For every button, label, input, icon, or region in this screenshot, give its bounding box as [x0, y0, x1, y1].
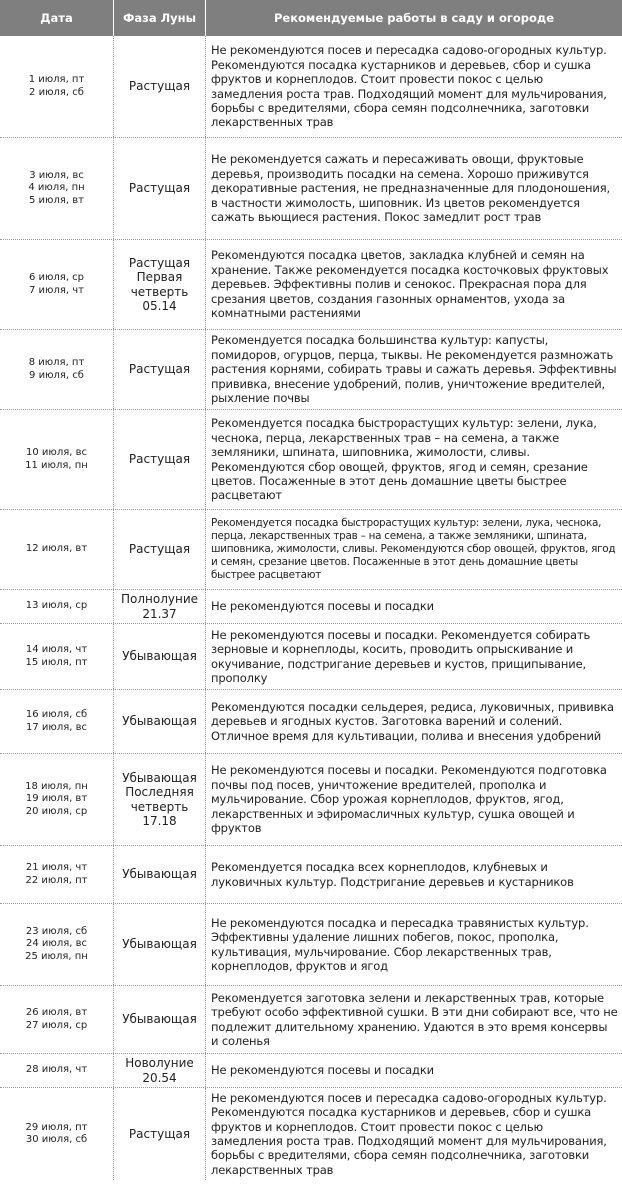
phase-cell: Растущая: [113, 1088, 205, 1180]
date-line: 25 июля, пн: [25, 950, 88, 962]
date-cell: [0, 410, 113, 509]
work-cell: Не рекомендуются посевы и посадки. Рекомендуется собирать зерновые и корнеплоды, косить, проводить опрыскивание и окучивание, подстригание деревьев и кустов, прищипывание, прополку: [205, 624, 622, 689]
date-line: 11 июля, пн: [25, 459, 88, 471]
phase-cell: Растущая: [113, 510, 205, 589]
table-row: [0, 510, 622, 590]
table-row: [0, 754, 622, 846]
phase-cell: Растущая Первая четверть 05.14: [113, 240, 205, 329]
date-cell: [0, 754, 113, 845]
phase-cell: Убывающая: [113, 624, 205, 689]
date-cell: [0, 1054, 113, 1087]
date-cell: [0, 330, 113, 409]
date-line: 8 июля, пт: [28, 357, 85, 368]
table-row: [0, 986, 622, 1054]
date-line: 18 июля, пн: [25, 780, 88, 792]
date-line: 27 июля, ср: [25, 1019, 88, 1031]
table-row: [0, 138, 622, 240]
work-cell: Не рекомендуются посевы и посадки: [205, 590, 622, 623]
phase-cell: Полнолуние 21.37: [113, 590, 205, 623]
phase-cell: Растущая: [113, 410, 205, 509]
date-line: 21 июля, чт: [25, 862, 88, 873]
date-cell: [0, 986, 113, 1053]
date-line: 2 июля, сб: [29, 86, 84, 98]
date-line: 20 июля, ср: [25, 805, 88, 817]
work-cell: Рекомендуется заготовка зелени и лекарственных трав, которые требуют особо эффективной сушки. В эти дни собирают все, что не подлежит длительному хранению. Удаются в это время консервы и соленья: [205, 986, 622, 1053]
work-cell: Рекомендуется посадка всех корнеплодов, клубневых и луковичных культур. Подстригание деревьев и кустарников: [205, 846, 622, 903]
table-row: [0, 590, 622, 624]
date-line: 14 июля, чт: [25, 644, 88, 655]
date-cell: [0, 510, 113, 589]
work-cell: Рекомендуется посадка большинства культур: капусты, помидоров, огурцов, перца, тыквы. Не рекомендуется размножать растения корнями, собирать травы и сажать деревья. Эффективны прививка, внесение удобрений, полив, уничтожение вредителей, рыхление почвы: [205, 330, 622, 409]
date-line: 4 июля, пн: [28, 182, 85, 194]
work-cell: Рекомендуются посадки сельдерея, редиса, луковичных, прививка деревьев и ягодных кустов. Заготовка варений и солений. Отличное время для культивации, полива и внесения удобрений: [205, 690, 622, 753]
work-cell: Не рекомендуется сажать и пересаживать овощи, фруктовые деревья, производить посадки на семена. Хорошо приживутся декоративные растения, не предназначенные для плодоношения, в частности жимолость, шиповник. Из цветов рекомендуется сажать вьющиеся растения. Покос замедлит рост трав: [205, 138, 622, 239]
table-row: [0, 904, 622, 986]
date-line: 24 июля, вс: [26, 938, 87, 950]
date-cell: [0, 138, 113, 239]
date-line: 7 июля, чт: [29, 284, 84, 296]
work-cell: Рекомендуется посадка быстрорастущих культур: зелени, лука, чеснока, перца, лекарственных трав – на семена, а также земляники, шпината, шиповника, жимолости, сливы. Рекомендуются сбор овощей, фруктов, ягод и семян, срезание цветов. Посаженные в этот день домашние цветы быстрее расцветают: [205, 510, 622, 589]
table-row: [0, 330, 622, 410]
phase-cell: Растущая: [113, 330, 205, 409]
table-header: [0, 0, 622, 36]
date-line: 12 июля, вт: [25, 543, 88, 555]
table-row: [0, 690, 622, 754]
table-row: [0, 624, 622, 690]
phase-cell: Убывающая Последняя четверть 17.18: [113, 754, 205, 845]
date-line: 30 июля, сб: [25, 1134, 88, 1145]
date-line: 26 июля, вт: [25, 1007, 88, 1018]
date-cell: [0, 590, 113, 623]
date-line: 22 июля, пт: [25, 874, 88, 886]
date-line: 19 июля, вт: [25, 793, 88, 805]
table-row: [0, 410, 622, 510]
header-work: Рекомендуемые работы в саду и огороде: [205, 0, 622, 36]
date-line: 13 июля, ср: [25, 600, 88, 612]
table-row: [0, 36, 622, 138]
table-row: [0, 1054, 622, 1088]
work-cell: Не рекомендуются посев и пересадка садово-огородных культур. Рекомендуются посадка кустарников и деревьев, сбор и сушка фруктов и корнеплодов. Стоит провести покос с целью замедления роста трав. Подходящий момент для мульчирования, борьбы с вредителями, сбора семян подсолнечника, заготовки лекарственных трав: [205, 1088, 622, 1180]
date-cell: [0, 240, 113, 329]
work-cell: Не рекомендуются посев и пересадка садово-огородных культур. Рекомендуются посадка кустарников и деревьев, сбор и сушка фруктов и корнеплодов. Стоит провести покос с целью замедления роста трав. Подходящий момент для мульчирования, борьбы с вредителями, сбора семян подсолнечника, заготовки лекарственных трав: [205, 36, 622, 137]
table-row: [0, 1088, 622, 1180]
date-cell: [0, 36, 113, 137]
date-cell: [0, 690, 113, 753]
table-row: [0, 846, 622, 904]
work-cell: Не рекомендуются посевы и посадки. Рекомендуются подготовка почвы под посев, уничтожение вредителей, прополка и мульчирование. Сбор урожая корнеплодов, фруктов, ягод, лекарственных и эфиромасличных культур, сушка овощей и фруктов: [205, 754, 622, 845]
date-line: 10 июля, вс: [26, 447, 87, 458]
date-line: 15 июля, пт: [25, 656, 88, 668]
date-line: 5 июля, вт: [29, 194, 84, 206]
header-phase: Фаза Луны: [113, 0, 205, 36]
phase-cell: Растущая: [113, 36, 205, 137]
date-line: 17 июля, вс: [26, 721, 87, 733]
work-cell: Не рекомендуются посевы и посадки: [205, 1054, 622, 1087]
date-cell: [0, 624, 113, 689]
phase-cell: Убывающая: [113, 904, 205, 985]
table-row: [0, 240, 622, 330]
date-line: 23 июля, сб: [25, 925, 88, 937]
date-line: 3 июля, вс: [29, 169, 84, 181]
date-cell: [0, 1088, 113, 1180]
work-cell: Не рекомендуются посадка и пересадка травянистых культур. Эффективны удаление лишних побегов, покос, прополка, культивация, мульчирование. Сбор лекарственных трав, корнеплодов, фруктов и ягод: [205, 904, 622, 985]
work-cell: Рекомендуется посадка быстрорастущих культур: зелени, лука, чеснока, перца, лекарственных трав – на семена, а также земляники, шпината, шиповника, жимолости, сливы. Рекомендуются сбор овощей, фруктов, ягод и семян, срезание цветов. Посаженные в этот день домашние цветы быстрее расцветают: [205, 410, 622, 509]
date-line: 16 июля, сб: [25, 709, 88, 720]
phase-cell: Растущая: [113, 138, 205, 239]
date-cell: [0, 904, 113, 985]
phase-cell: Убывающая: [113, 986, 205, 1053]
work-cell: Рекомендуются посадка цветов, закладка клубней и семян на хранение. Также рекомендуется посадка косточковых фруктовых деревьев. Эффективны полив и сенокос. Прекрасная пора для срезания цветов, создания газонных орнаментов, ухода за комнатными растениями: [205, 240, 622, 329]
header-date: Дата: [40, 10, 73, 25]
phase-cell: Новолуние 20.54: [113, 1054, 205, 1087]
date-cell: [0, 846, 113, 903]
date-line: 6 июля, ср: [28, 272, 85, 283]
date-line: 29 июля, пт: [25, 1121, 88, 1133]
date-line: 1 июля, пт: [28, 74, 85, 85]
phase-cell: Убывающая: [113, 846, 205, 903]
date-line: 9 июля, сб: [29, 369, 84, 381]
date-line: 28 июля, чт: [25, 1064, 88, 1076]
phase-cell: Убывающая: [113, 690, 205, 753]
